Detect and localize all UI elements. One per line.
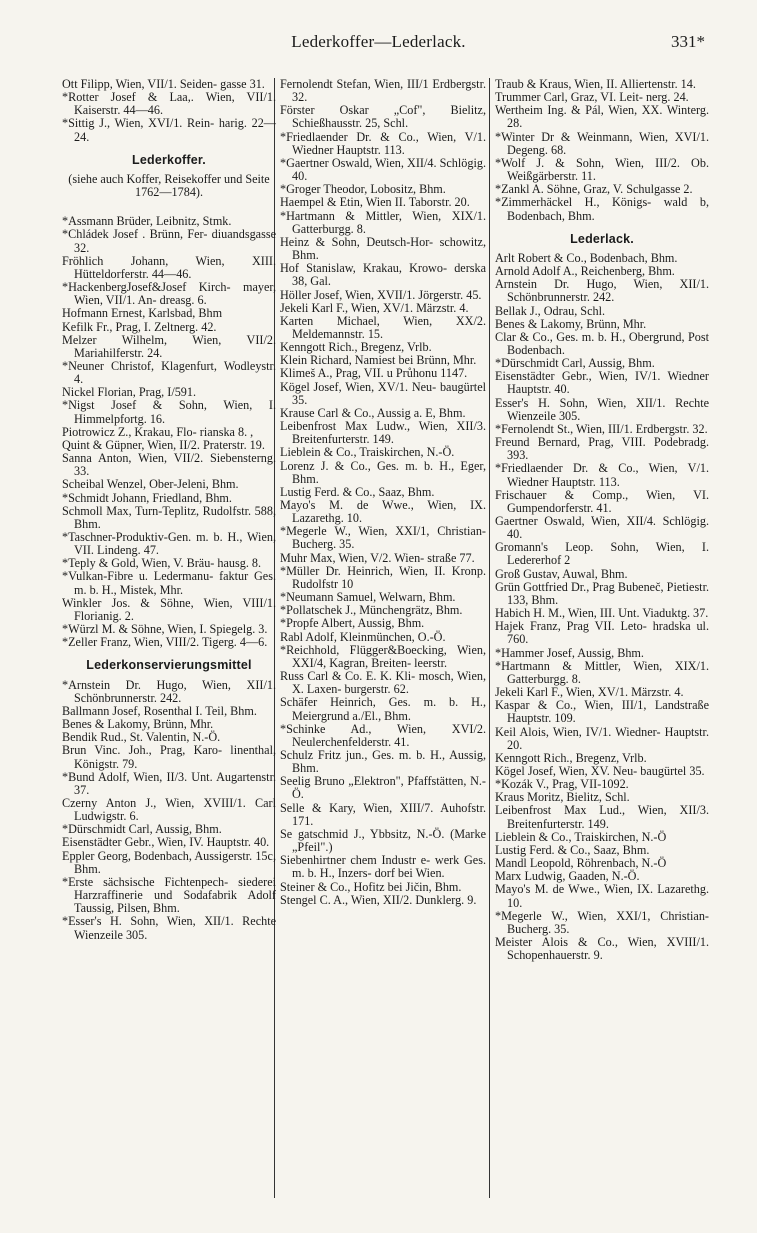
- entries-lederkonservierungsmittel-end: [495, 78, 709, 223]
- directory-entry: *Pollatschek J., Münchengrätz, Bhm.: [280, 603, 463, 618]
- directory-entry: Arnold Adolf A., Reichenberg, Bhm.: [495, 264, 675, 279]
- directory-entry: Leibenfrost Max Lud., Wien, XII/3. Breitenfurterstr. 149.: [495, 803, 709, 831]
- column-3: [495, 78, 709, 962]
- directory-entry: Clar & Co., Ges. m. b. H., Obergrund, Post Bodenbach.: [495, 329, 709, 357]
- page-title: Lederkoffer—Lederlack.: [291, 32, 466, 51]
- directory-entry: Benes & Lakomy, Brünn, Mhr.: [62, 717, 214, 732]
- heading-lederkonservierungsmittel: Lederkonservierungsmittel: [86, 658, 252, 673]
- directory-entry: Hajek Franz, Prag VII. Leto- hradska ul. 760.: [495, 619, 709, 647]
- directory-entry: Habich H. M., Wien, III. Unt. Viaduktg. 37.: [495, 606, 709, 621]
- directory-entry: Haempel & Etin, Wien II. Taborstr. 20.: [280, 195, 470, 210]
- directory-entry: *Zimmerhäckel H., Königs- wald b, Bodenbach, Bhm.: [495, 195, 709, 223]
- directory-entry: Jekeli Karl F., Wien, XV/1. Märzstr. 4.: [495, 685, 684, 700]
- directory-entry: Kögel Josef, Wien, XV. Neu- baugürtel 35.: [495, 763, 705, 778]
- directory-entry: *Hartmann & Mittler, Wien, XIX/1. Gatterburgg. 8.: [495, 658, 709, 686]
- directory-entry: Ott Filipp, Wien, VII/1. Seiden- gasse 31.: [62, 77, 265, 91]
- directory-entry: *Müller Dr. Heinrich, Wien, II. Kronp. Rudolfstr 10: [280, 563, 486, 591]
- heading-lederkoffer: Lederkoffer.: [132, 152, 206, 167]
- directory-entry: Arnstein Dr. Hugo, Wien, XII/1. Schönbrunnerstr. 242.: [495, 277, 709, 305]
- directory-entry: *Rotter Josef & Laa,. Wien, VII/1. Kaiserstr. 44—46.: [62, 90, 276, 118]
- directory-entry: Czerny Anton J., Wien, XVIII/1. Carl Ludwigstr. 6.: [62, 795, 276, 824]
- directory-entry: Ballmann Josef, Rosenthal I. Teil, Bhm.: [62, 703, 257, 718]
- directory-entry: Winkler Jos. & Söhne, Wien, VIII/1. Florianig. 2.: [62, 595, 276, 623]
- directory-entry: Bendik Rud., St. Valentin, N.-Ö.: [62, 730, 221, 745]
- directory-entry: Krause Carl & Co., Aussig a. E, Bhm.: [280, 405, 466, 420]
- directory-entry: Schäfer Heinrich, Ges. m. b. H., Meiergrund a./El., Bhm.: [280, 695, 486, 723]
- entries-lederkoffer: [62, 215, 276, 649]
- directory-entry: Steiner & Co., Hofitz bei Jičin, Bhm.: [280, 879, 462, 894]
- directory-entry: *Winter Dr & Weinmann, Wien, XVI/1. Degeng. 68.: [495, 129, 709, 157]
- directory-entry: Leibenfrost Max Ludw., Wien, XII/3. Breitenfurterstr. 149.: [280, 419, 486, 447]
- directory-entry: Se gatschmid J., Ybbsitz, N.-Ö. (Marke „Pfeil".): [280, 826, 486, 855]
- directory-entry: Kögel Josef, Wien, XV/1. Neu- baugürtel 35.: [280, 379, 486, 407]
- directory-entry: Arlt Robert & Co., Bodenbach, Bhm.: [495, 250, 678, 265]
- directory-entry: *Teply & Gold, Wien, V. Bräu- hausg. 8.: [62, 556, 262, 571]
- column-rule-right: [489, 78, 490, 1198]
- note-lederkoffer: (siehe auch Koffer, Reisekoffer und Seite 1762—1784).: [68, 171, 270, 200]
- directory-entry: *Nigst Josef & Sohn, Wien, I. Himmelpfortg. 16.: [62, 398, 276, 426]
- directory-entry: Hofmann Ernest, Karlsbad, Bhm: [62, 306, 223, 321]
- column-2: [280, 78, 486, 907]
- entries-lederkonservierungsmittel-cont: [280, 78, 486, 907]
- entries-lederkonservierungsmittel: [62, 679, 276, 942]
- directory-entry: Sanna Anton, Wien, VII/2. Siebensterng. 33.: [62, 451, 276, 479]
- entries-lederguertel-end: [62, 78, 276, 144]
- directory-entry: Fernolendt Stefan, Wien, III/1 Erdbergstr. 32.: [280, 77, 486, 105]
- directory-entry: Schulz Fritz jun., Ges. m. b. H., Aussig, Bhm.: [280, 747, 486, 776]
- directory-entry: Piotrowicz Z., Krakau, Flo- rianska 8. ,: [62, 424, 254, 439]
- directory-entry: Quint & Güpner, Wien, II/2. Praterstr. 19.: [62, 437, 265, 452]
- directory-entry: Brun Vinc. Joh., Prag, Karo- linenthal, Königstr. 79.: [62, 743, 276, 771]
- directory-entry: Lieblein & Co., Traiskirchen, N.-Ö.: [280, 445, 455, 460]
- directory-entry: Klein Richard, Namiest bei Brünn, Mhr.: [280, 353, 477, 368]
- directory-entry: Lieblein & Co., Traiskirchen, N.-Ö: [495, 829, 667, 844]
- directory-entry: Wertheim Ing. & Pál, Wien, XX. Winterg. 28.: [495, 103, 709, 131]
- directory-entry: *Dürschmidt Carl, Aussig, Bhm.: [62, 822, 222, 837]
- directory-entry: Mandl Leopold, Röhrenbach, N.-Ö: [495, 856, 667, 871]
- directory-entry: *Reichhold, Flügger&Boecking, Wien, XXI/4, Kagran, Breiten- leerstr.: [280, 642, 486, 670]
- directory-entry: Stengel C. A., Wien, XII/2. Dunklerg. 9.: [280, 892, 477, 907]
- directory-entry: Schmoll Max, Turn-Teplitz, Rudolfstr. 588, Bhm.: [62, 503, 276, 531]
- directory-entry: Förster Oskar „Cof", Bielitz, Schießhausstr. 25, Schl.: [280, 103, 486, 131]
- directory-entry: *Hartmann & Mittler, Wien, XIX/1. Gatterburgg. 8.: [280, 208, 486, 236]
- directory-entry: Höller Josef, Wien, XVII/1. Jörgerstr. 45.: [280, 287, 482, 302]
- directory-entry: Lustig Ferd. & Co., Saaz, Bhm.: [495, 842, 650, 857]
- directory-entry: Kaspar & Co., Wien, III/1, Landstraße Hauptstr. 109.: [495, 698, 709, 726]
- directory-entry: Russ Carl & Co. E. K. Kli- mosch, Wien, X. Laxen- burgerstr. 62.: [280, 669, 486, 697]
- directory-entry: *Neumann Samuel, Welwarn, Bhm.: [280, 590, 456, 605]
- directory-entry: *Kozák V., Prag, VII-1092.: [495, 777, 629, 792]
- directory-entry: Kraus Moritz, Bielitz, Schl.: [495, 790, 630, 805]
- entries-lederlack: [495, 252, 709, 962]
- directory-entry: Klimeš A., Prag, VII. u Průhonu 1147.: [280, 366, 468, 381]
- column-1: [62, 78, 276, 942]
- directory-entry: *Wolf J. & Sohn, Wien, III/2. Ob. Weißgärberstr. 11.: [495, 155, 709, 184]
- directory-entry: Nickel Florian, Prag, I/591.: [62, 385, 197, 400]
- directory-entry: *HackenbergJosef&Josef Kirch- mayer, Wien, VII/1. An- dreasg. 6.: [62, 280, 276, 308]
- directory-entry: Kenngott Rich., Bregenz, Vrlb.: [280, 340, 432, 355]
- directory-entry: *Assmann Brüder, Leibnitz, Stmk.: [62, 214, 232, 229]
- directory-entry: Mayo's M. de Wwe., Wien, IX. Lazarethg. 10.: [280, 498, 486, 526]
- directory-entry: Selle & Kary, Wien, XIII/7. Auhofstr. 171.: [280, 800, 486, 828]
- directory-entry: *Taschner-Produktiv-Gen. m. b. H., Wien, VII. Lindeng. 47.: [62, 530, 276, 558]
- directory-entry: Kefilk Fr., Prag, I. Zeltnerg. 42.: [62, 319, 217, 334]
- directory-entry: Karten Michael, Wien, XX/2. Meldemannstr. 15.: [280, 313, 486, 341]
- directory-entry: Benes & Lakomy, Brünn, Mhr.: [495, 316, 647, 331]
- directory-entry: Lustig Ferd. & Co., Saaz, Bhm.: [280, 484, 435, 499]
- running-header: [0, 32, 757, 58]
- directory-entry: Lorenz J. & Co., Ges. m. b. H., Eger, Bhm.: [280, 458, 486, 486]
- directory-entry: Scheibal Wenzel, Ober-Jeleni, Bhm.: [62, 477, 239, 492]
- directory-entry: *Esser's H. Sohn, Wien, XII/1. Rechte Wienzeile 305.: [62, 914, 276, 942]
- directory-entry: Fröhlich Johann, Wien, XIII. Hütteldorferstr. 44—46.: [62, 253, 276, 281]
- directory-entry: *Fernolendt St., Wien, III/1. Erdbergstr. 32.: [495, 421, 708, 436]
- directory-entry: *Friedlaender Dr. & Co., Wien, V/1. Wiedner Hauptstr. 113.: [280, 129, 486, 157]
- directory-entry: Muhr Max, Wien, V/2. Wien- straße 77.: [280, 550, 475, 565]
- directory-entry: *Gaertner Oswald, Wien, XII/4. Schlögig. 40.: [280, 155, 486, 184]
- directory-entry: *Neuner Christof, Klagenfurt, Wodleystr. 4.: [62, 358, 276, 387]
- directory-entry: Melzer Wilhelm, Wien, VII/2. Mariahilferstr. 24.: [62, 332, 276, 360]
- directory-entry: *Chládek Josef . Brünn, Fer- diuandsgasse 32.: [62, 227, 276, 255]
- directory-entry: Frischauer & Comp., Wien, VI. Gumpendorferstr. 41.: [495, 487, 709, 515]
- directory-entry: Gaertner Oswald, Wien, XII/4. Schlögig. 40.: [495, 514, 709, 542]
- directory-entry: *Bund Adolf, Wien, II/3. Unt. Augartenstr. 37.: [62, 769, 276, 797]
- directory-entry: *Erste sächsische Fichtenpech- siederei Harzraffinerie und Sodafabrik Adolf Taussig, Pilsen, Bhm.: [62, 874, 276, 916]
- directory-entry: Esser's H. Sohn, Wien, XII/1. Rechte Wienzeile 305.: [495, 395, 709, 423]
- directory-entry: *Schinke Ad., Wien, XVI/2. Neulerchenfelderstr. 41.: [280, 721, 486, 749]
- directory-entry: *Propfe Albert, Aussig, Bhm.: [280, 616, 425, 631]
- directory-entry: Seelig Bruno „Elektron", Pfaffstätten, N.-Ö.: [280, 774, 486, 802]
- directory-entry: Eisenstädter Gebr., Wien, IV/1. Wiedner Hauptstr. 40.: [495, 369, 709, 397]
- page-number: 331*: [671, 32, 705, 51]
- directory-entry: *Würzl M. & Söhne, Wien, I. Spiegelg. 3.: [62, 622, 268, 637]
- directory-entry: *Dürschmidt Carl, Aussig, Bhm.: [495, 356, 655, 371]
- directory-entry: *Hammer Josef, Aussig, Bhm.: [495, 645, 644, 660]
- directory-entry: Mayo's M. de Wwe., Wien, IX. Lazarethg. 10.: [495, 882, 709, 910]
- directory-entry: Bellak J., Odrau, Schl.: [495, 303, 606, 318]
- directory-entry: *Groger Theodor, Lobositz, Bhm.: [280, 182, 446, 197]
- directory-entry: Traub & Kraus, Wien, II. Alliertenstr. 14.: [495, 77, 696, 91]
- directory-entry: *Vulkan-Fibre u. Ledermanu- faktur Ges. m. b. H., Mistek, Mhr.: [62, 569, 276, 597]
- directory-entry: *Schmidt Johann, Friedland, Bhm.: [62, 490, 232, 505]
- directory-entry: Marx Ludwig, Gaaden, N.-Ö.: [495, 869, 640, 884]
- directory-entry: Trummer Carl, Graz, VI. Leit- nerg. 24.: [495, 90, 689, 105]
- directory-entry: Kenngott Rich., Bregenz, Vrlb.: [495, 750, 647, 765]
- directory-entry: *Friedlaender Dr. & Co., Wien, V/1. Wiedner Hauptstr. 113.: [495, 461, 709, 489]
- directory-entry: *Zeller Franz, Wien, VIII/2. Tigerg. 4—6.: [62, 635, 268, 650]
- heading-lederlack: Lederlack.: [570, 231, 634, 246]
- directory-entry: Grün Gottfried Dr., Prag Bubeneč, Pietiestr. 133, Bhm.: [495, 579, 709, 607]
- directory-entry: Eisenstädter Gebr., Wien, IV. Hauptstr. 40.: [62, 835, 270, 850]
- directory-entry: *Arnstein Dr. Hugo, Wien, XII/1. Schönbrunnerstr. 242.: [62, 677, 276, 705]
- directory-entry: Siebenhirtner chem Industr e- werk Ges. m. b. H., Inzers- dorf bei Wien.: [280, 853, 486, 881]
- directory-entry: Groß Gustav, Auwal, Bhm.: [495, 566, 628, 581]
- directory-entry: *Megerle W., Wien, XXI/1, Christian-Bucherg. 35.: [280, 524, 486, 552]
- directory-entry: *Megerle W., Wien, XXI/1, Christian-Bucherg. 35.: [495, 908, 709, 936]
- directory-entry: Gromann's Leop. Sohn, Wien, I. Ledererhof 2: [495, 540, 709, 568]
- directory-entry: Eppler Georg, Bodenbach, Aussigerstr. 15c, Bhm.: [62, 848, 276, 876]
- directory-entry: Jekeli Karl F., Wien, XV/1. Märzstr. 4.: [280, 300, 469, 315]
- directory-entry: Heinz & Sohn, Deutsch-Hor- schowitz, Bhm.: [280, 234, 486, 263]
- directory-entry: Hof Stanislaw, Krakau, Krowo- derska 38, Gal.: [280, 261, 486, 289]
- directory-entry: Keil Alois, Wien, IV/1. Wiedner- Hauptstr. 20.: [495, 724, 709, 752]
- directory-entry: *Zankl A. Söhne, Graz, V. Schulgasse 2.: [495, 182, 693, 197]
- directory-entry: Freund Bernard, Prag, VIII. Podebradg. 393.: [495, 435, 709, 463]
- directory-entry: Rabl Adolf, Kleinmünchen, O.-Ö.: [280, 629, 446, 644]
- directory-entry: Meister Alois & Co., Wien, XVIII/1. Schopenhauerstr. 9.: [495, 935, 709, 963]
- directory-entry: *Sittig J., Wien, XVI/1. Rein- harig. 22—24.: [62, 116, 276, 144]
